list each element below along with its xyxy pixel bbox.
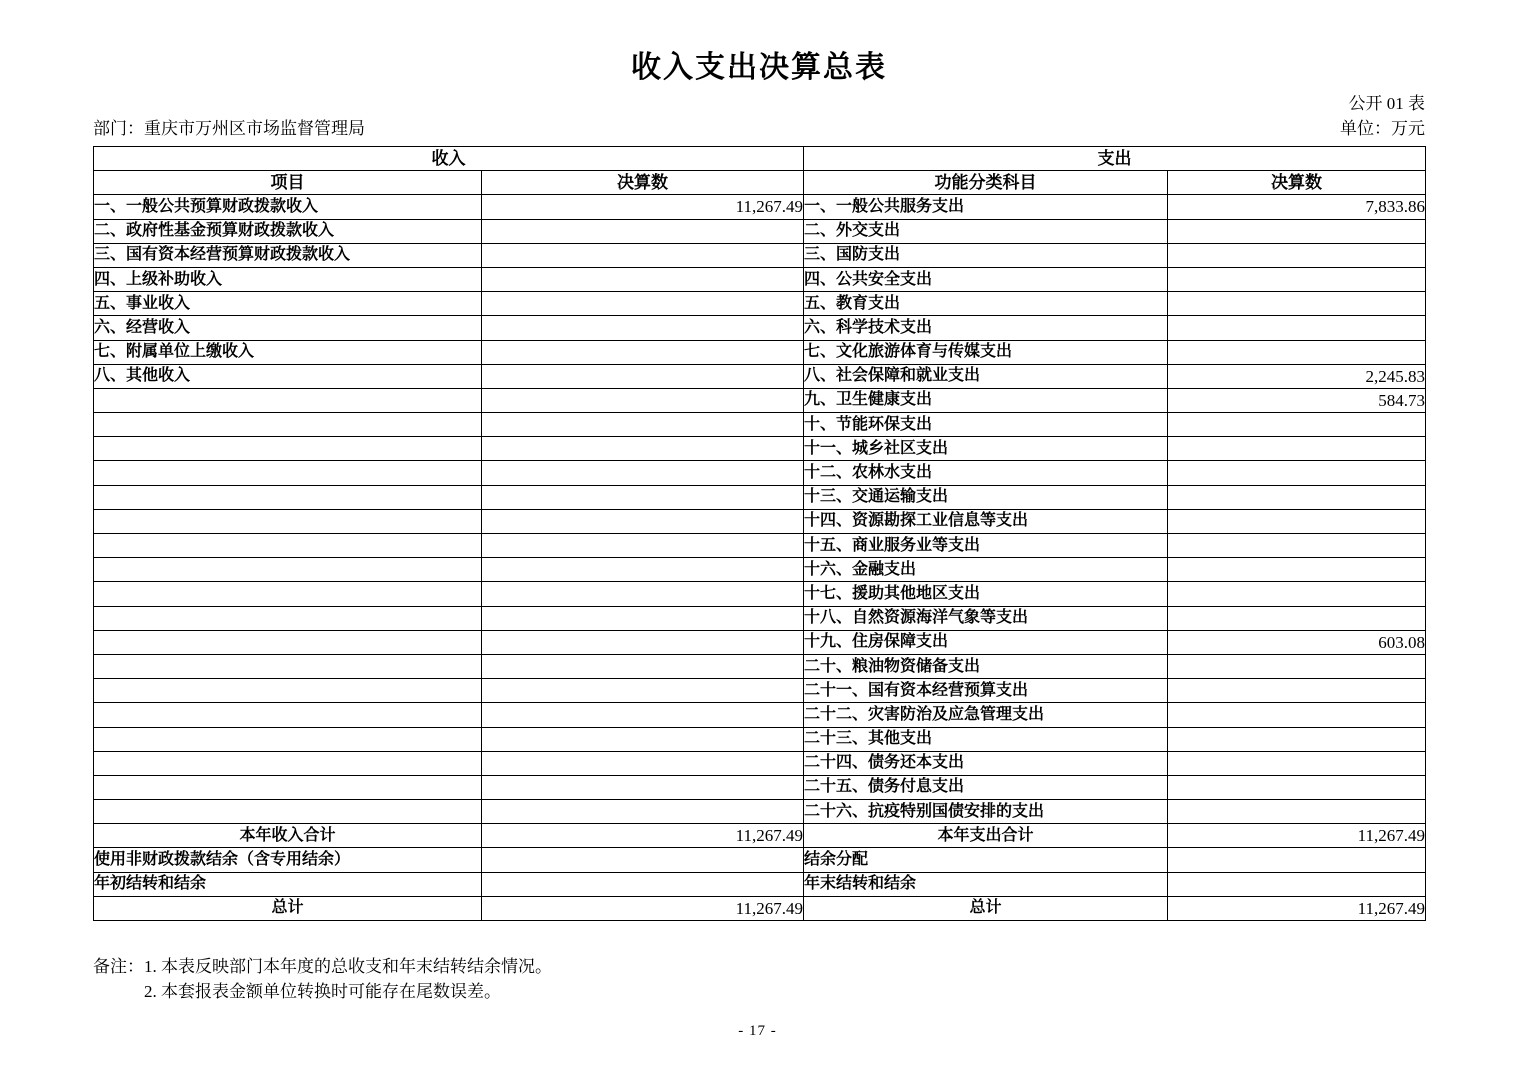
expense-item-label: 总计 (804, 896, 1168, 920)
expense-item-value: 603.08 (1168, 630, 1426, 654)
income-item-label: 二、政府性基金预算财政拨款收入 (94, 219, 482, 243)
expense-item-value (1168, 654, 1426, 678)
income-item-label: 六、经营收入 (94, 316, 482, 340)
income-item-label (94, 606, 482, 630)
income-item-label: 年初结转和结余 (94, 872, 482, 896)
income-item-value (482, 388, 804, 412)
income-item-label (94, 413, 482, 437)
income-item-value (482, 534, 804, 558)
table-row (94, 775, 1426, 799)
department-label: 部门：重庆市万州区市场监督管理局 (93, 119, 365, 138)
expense-item-value: 2,245.83 (1168, 364, 1426, 388)
income-item-label (94, 630, 482, 654)
expense-item-value (1168, 727, 1426, 751)
income-item-label: 使用非财政拨款结余（含专用结余） (94, 848, 482, 872)
income-item-label: 四、上级补助收入 (94, 267, 482, 291)
notes (93, 954, 552, 1004)
column-header-function: 功能分类科目 (804, 171, 1168, 195)
expense-item-value (1168, 775, 1426, 799)
table-row (94, 461, 1426, 485)
table-body (94, 195, 1426, 921)
expense-item-value (1168, 751, 1426, 775)
table-row (94, 800, 1426, 824)
table-row (94, 630, 1426, 654)
income-item-label (94, 388, 482, 412)
income-item-label: 八、其他收入 (94, 364, 482, 388)
income-item-label (94, 582, 482, 606)
expense-item-label: 本年支出合计 (804, 824, 1168, 848)
income-item-label: 总计 (94, 896, 482, 920)
table-row (94, 727, 1426, 751)
table-row (94, 485, 1426, 509)
budget-summary-table (93, 146, 1426, 921)
income-item-label (94, 558, 482, 582)
income-item-value (482, 243, 804, 267)
expense-item-value: 584.73 (1168, 388, 1426, 412)
income-item-value (482, 316, 804, 340)
page-number: - 17 - (738, 1023, 777, 1039)
income-item-label (94, 437, 482, 461)
summary-row (94, 896, 1426, 920)
expense-item-label: 结余分配 (804, 848, 1168, 872)
table-row (94, 195, 1426, 219)
income-item-value (482, 558, 804, 582)
income-item-label (94, 703, 482, 727)
table-row (94, 703, 1426, 727)
income-item-value (482, 292, 804, 316)
expense-item-value (1168, 340, 1426, 364)
expense-item-label: 二十五、债务付息支出 (804, 775, 1168, 799)
expense-item-value (1168, 800, 1426, 824)
expense-item-value (1168, 485, 1426, 509)
expense-item-value (1168, 703, 1426, 727)
income-item-value (482, 219, 804, 243)
expense-item-value (1168, 679, 1426, 703)
note-line-2: 2. 本套报表金额单位转换时可能存在尾数误差。 (144, 982, 501, 1001)
table-row (94, 679, 1426, 703)
income-item-label (94, 800, 482, 824)
income-item-value (482, 606, 804, 630)
income-item-value: 11,267.49 (482, 824, 804, 848)
income-item-label: 五、事业收入 (94, 292, 482, 316)
income-item-label (94, 727, 482, 751)
income-item-value (482, 364, 804, 388)
income-item-label (94, 775, 482, 799)
income-item-label: 一、一般公共预算财政拨款收入 (94, 195, 482, 219)
table-row (94, 292, 1426, 316)
expense-item-label: 二十六、抗疫特别国债安排的支出 (804, 800, 1168, 824)
table-row (94, 606, 1426, 630)
table-code: 公开 01 表 (1348, 94, 1425, 113)
expense-item-value (1168, 316, 1426, 340)
expense-item-label: 二十二、灾害防治及应急管理支出 (804, 703, 1168, 727)
expense-item-label: 二十四、债务还本支出 (804, 751, 1168, 775)
income-item-value: 11,267.49 (482, 195, 804, 219)
table-row (94, 534, 1426, 558)
income-item-label (94, 509, 482, 533)
expense-item-label: 十四、资源勘探工业信息等支出 (804, 509, 1168, 533)
expense-item-value: 7,833.86 (1168, 195, 1426, 219)
expense-item-value (1168, 461, 1426, 485)
income-item-label (94, 485, 482, 509)
expense-item-label: 十二、农林水支出 (804, 461, 1168, 485)
expense-item-label: 十九、住房保障支出 (804, 630, 1168, 654)
column-header-income-amount: 决算数 (482, 171, 804, 195)
table-row (94, 219, 1426, 243)
expense-item-value (1168, 558, 1426, 582)
expense-item-label: 十八、自然资源海洋气象等支出 (804, 606, 1168, 630)
table-row (94, 558, 1426, 582)
income-item-value (482, 630, 804, 654)
expense-item-label: 九、卫生健康支出 (804, 388, 1168, 412)
column-header-expense-amount: 决算数 (1168, 171, 1426, 195)
expense-item-value (1168, 582, 1426, 606)
income-item-value (482, 340, 804, 364)
meta-row (93, 118, 1425, 140)
table-row (94, 243, 1426, 267)
table-row (94, 413, 1426, 437)
income-item-value (482, 461, 804, 485)
table-row (94, 316, 1426, 340)
table-row (94, 437, 1426, 461)
table-row (94, 388, 1426, 412)
expense-item-value (1168, 606, 1426, 630)
section-header-row (94, 147, 1426, 171)
income-item-label (94, 534, 482, 558)
expense-item-label: 十六、金融支出 (804, 558, 1168, 582)
expense-item-label: 十一、城乡社区支出 (804, 437, 1168, 461)
expense-section-header: 支出 (804, 147, 1426, 171)
income-item-value: 11,267.49 (482, 896, 804, 920)
expense-item-label: 二、外交支出 (804, 219, 1168, 243)
expense-item-label: 八、社会保障和就业支出 (804, 364, 1168, 388)
income-item-value (482, 751, 804, 775)
expense-item-label: 一、一般公共服务支出 (804, 195, 1168, 219)
expense-item-label: 年末结转和结余 (804, 872, 1168, 896)
summary-row (94, 848, 1426, 872)
income-item-value (482, 775, 804, 799)
expense-item-label: 六、科学技术支出 (804, 316, 1168, 340)
expense-item-label: 十、节能环保支出 (804, 413, 1168, 437)
expense-item-label: 五、教育支出 (804, 292, 1168, 316)
income-item-value (482, 679, 804, 703)
unit-label: 单位：万元 (1340, 119, 1425, 138)
expense-item-value: 11,267.49 (1168, 824, 1426, 848)
expense-item-label: 十七、援助其他地区支出 (804, 582, 1168, 606)
expense-item-value (1168, 267, 1426, 291)
expense-item-value (1168, 848, 1426, 872)
expense-item-value (1168, 437, 1426, 461)
column-header-item: 项目 (94, 171, 482, 195)
expense-item-value (1168, 413, 1426, 437)
income-item-value (482, 727, 804, 751)
expense-item-value (1168, 292, 1426, 316)
income-item-label (94, 654, 482, 678)
income-item-value (482, 413, 804, 437)
expense-item-value (1168, 534, 1426, 558)
income-item-value (482, 703, 804, 727)
expense-item-label: 三、国防支出 (804, 243, 1168, 267)
table-row (94, 751, 1426, 775)
table-row (94, 654, 1426, 678)
expense-item-label: 二十三、其他支出 (804, 727, 1168, 751)
expense-item-label: 四、公共安全支出 (804, 267, 1168, 291)
income-item-label: 七、附属单位上缴收入 (94, 340, 482, 364)
table-row (94, 340, 1426, 364)
table-row (94, 582, 1426, 606)
notes-list (144, 954, 552, 1004)
notes-label: 备注： (93, 957, 144, 976)
income-item-label (94, 751, 482, 775)
expense-item-label: 十三、交通运输支出 (804, 485, 1168, 509)
expense-item-label: 十五、商业服务业等支出 (804, 534, 1168, 558)
income-item-value (482, 267, 804, 291)
income-item-value (482, 848, 804, 872)
income-item-value (482, 800, 804, 824)
income-item-value (482, 509, 804, 533)
summary-row (94, 872, 1426, 896)
income-item-label (94, 679, 482, 703)
income-section-header: 收入 (94, 147, 804, 171)
income-item-label (94, 461, 482, 485)
expense-item-value (1168, 509, 1426, 533)
expense-item-value: 11,267.49 (1168, 896, 1426, 920)
income-item-label: 本年收入合计 (94, 824, 482, 848)
income-item-value (482, 654, 804, 678)
expense-item-label: 七、文化旅游体育与传媒支出 (804, 340, 1168, 364)
note-line-1: 1. 本表反映部门本年度的总收支和年末结转结余情况。 (144, 957, 552, 976)
income-item-value (482, 872, 804, 896)
table-row (94, 267, 1426, 291)
income-item-label: 三、国有资本经营预算财政拨款收入 (94, 243, 482, 267)
income-item-value (482, 582, 804, 606)
expense-item-value (1168, 219, 1426, 243)
summary-row (94, 824, 1426, 848)
page-title: 收入支出决算总表 (631, 51, 887, 84)
expense-item-value (1168, 243, 1426, 267)
column-header-row (94, 171, 1426, 195)
income-item-value (482, 485, 804, 509)
expense-item-value (1168, 872, 1426, 896)
table-row (94, 509, 1426, 533)
expense-item-label: 二十、粮油物资储备支出 (804, 654, 1168, 678)
table-row (94, 364, 1426, 388)
income-item-value (482, 437, 804, 461)
expense-item-label: 二十一、国有资本经营预算支出 (804, 679, 1168, 703)
